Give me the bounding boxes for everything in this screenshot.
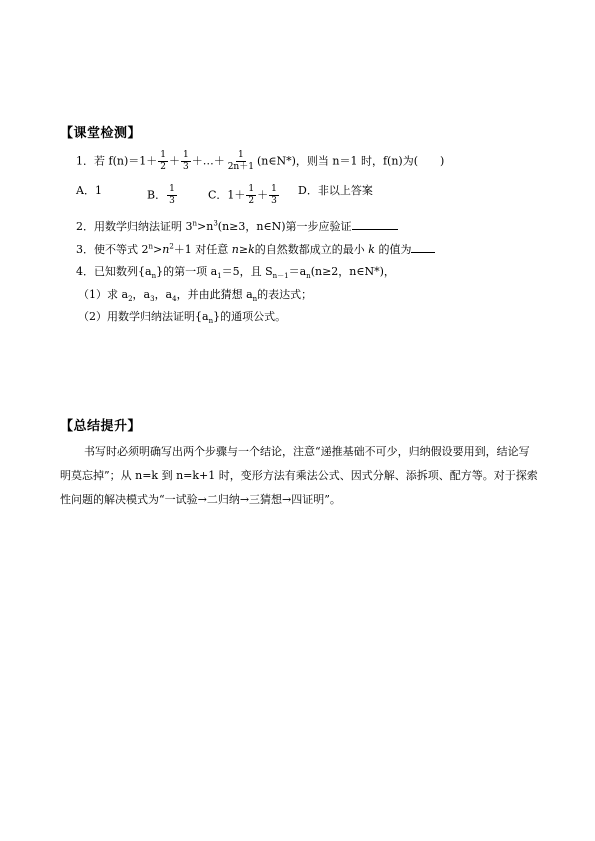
- ellipsis-sum: ＋…＋: [191, 154, 225, 168]
- subscript: n－1: [272, 272, 289, 281]
- q3-mid: ＋1 对任意: [173, 243, 232, 256]
- option-b-label: B．: [147, 188, 167, 202]
- option-a-text: A．1: [76, 184, 102, 197]
- q1-suffix: (n∈N*)，则当 n＝1 时，f(n)为( ): [256, 154, 445, 168]
- denominator: 3: [271, 196, 277, 206]
- superscript: 2: [169, 242, 174, 251]
- answer-blank[interactable]: [352, 229, 398, 230]
- q1-option-a: [76, 184, 102, 198]
- plus-sign: ＋: [168, 154, 180, 168]
- q2-suffix: (n≥3，n∈N)第一步应验证: [217, 220, 352, 233]
- denominator: 2: [160, 162, 166, 172]
- plus-sign: ＋: [257, 188, 269, 202]
- question-4-part-1: [78, 288, 312, 302]
- subscript: 4: [172, 295, 177, 304]
- fraction-1-3: [167, 184, 177, 207]
- subscript: n: [306, 272, 311, 281]
- q4-suffix: (n≥2，n∈N*)，: [310, 265, 395, 278]
- superscript: 3: [213, 219, 218, 228]
- numerator: 1: [182, 150, 189, 160]
- q4-part1-mid: ，a: [132, 288, 151, 301]
- q2-mid: >n: [197, 220, 214, 233]
- subscript: 3: [150, 295, 155, 304]
- question-4: [76, 265, 395, 279]
- question-3: [76, 243, 435, 257]
- section-title-classroom-test: 【课堂检测】: [60, 126, 142, 141]
- q4-mid: }的第一项 a: [156, 265, 218, 278]
- q4-part2-suffix: }的通项公式。: [213, 310, 287, 323]
- denominator: 2n＋1: [227, 162, 254, 172]
- q3-prefix: 3．使不等式 2: [76, 243, 149, 256]
- fraction-1-2: [246, 184, 256, 207]
- q4-part1-mid: ，a: [154, 288, 173, 301]
- denominator: 3: [182, 162, 189, 172]
- fraction-1-3: [269, 184, 279, 207]
- variable-k: k: [248, 243, 255, 256]
- numerator: 1: [160, 150, 166, 160]
- question-1: [76, 150, 444, 173]
- denominator: 3: [169, 196, 175, 206]
- numerator: 1: [248, 184, 255, 194]
- fraction-1-2: [158, 150, 168, 173]
- q4-mid: ＝a: [288, 265, 307, 278]
- numerator: 1: [237, 150, 244, 160]
- question-4-part-2: [78, 310, 286, 324]
- q1-option-d: [298, 184, 373, 198]
- superscript: n: [148, 242, 154, 251]
- q1-option-c: [208, 184, 280, 207]
- option-c-label: C．1＋: [208, 188, 246, 202]
- option-d-text: D．非以上答案: [298, 184, 373, 197]
- summary-paragraph: 书写时必须明确写出两个步骤与一个结论，注意“递推基础不可少，归纳假设要用到，结论写明莫忘掉”；从 n=k 到 n=k+1 时，变形方法有乘法公式、因式分解、添拆项、配方等。对于探索性问题的解决模式为“一试验→二归纳→三猜想→四证明”。: [60, 445, 538, 506]
- subscript: n: [252, 295, 258, 304]
- variable-n: n: [231, 243, 239, 256]
- q3-mid: 的自然数都成立的最小: [254, 243, 369, 256]
- variable-n: n: [162, 243, 170, 256]
- q4-mid: ＝5，且 S: [221, 265, 273, 278]
- numerator: 1: [271, 184, 277, 194]
- subscript: n: [151, 272, 157, 281]
- q4-prefix: 4．已知数列{a: [76, 265, 152, 278]
- q1-prefix: 1．若 f(n)＝1＋: [76, 154, 158, 168]
- superscript: n: [192, 219, 198, 228]
- numerator: 1: [169, 184, 175, 194]
- q1-option-b: [147, 184, 178, 207]
- q3-gt: >: [153, 243, 163, 256]
- q4-part1-mid: ，并由此猜想 a: [176, 288, 253, 301]
- variable-k: k: [368, 243, 375, 256]
- question-2: [76, 220, 398, 234]
- subscript: n: [208, 317, 214, 326]
- q4-part2-prefix: （2）用数学归纳法证明{a: [78, 310, 209, 323]
- fraction-1-3: [181, 150, 191, 173]
- q4-part1-prefix: （1）求 a: [78, 288, 129, 301]
- denominator: 2: [248, 196, 255, 206]
- subscript: 1: [217, 272, 222, 281]
- subscript: 2: [128, 295, 133, 304]
- fraction-1-2n1: [226, 150, 256, 173]
- answer-blank[interactable]: [411, 252, 435, 253]
- section-title-summary: 【总结提升】: [60, 419, 142, 434]
- q3-suffix: 的值为: [374, 243, 412, 256]
- q2-prefix: 2．用数学归纳法证明 3: [76, 220, 193, 233]
- q3-geq: ≥: [238, 243, 249, 256]
- q4-part1-suffix: 的表达式；: [257, 288, 313, 301]
